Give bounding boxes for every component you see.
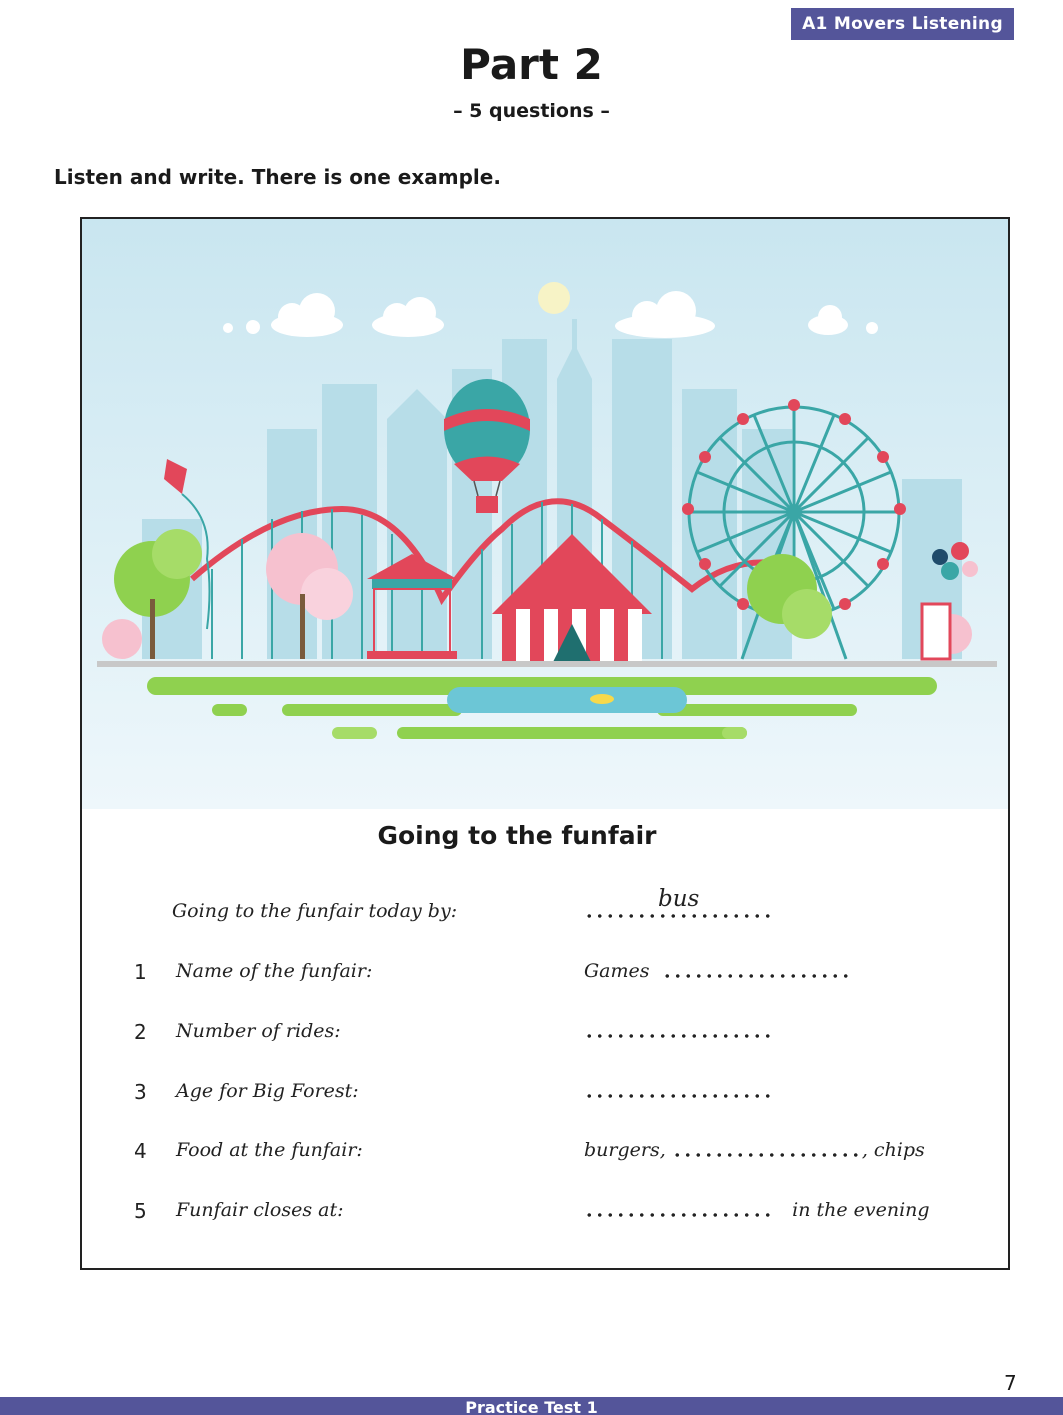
answer-field[interactable] (584, 1199, 930, 1221)
question-row (82, 1080, 1008, 1114)
header-tag: A1 Movers Listening (791, 8, 1014, 40)
question-label: Name of the funfair: (176, 960, 373, 982)
question-label: Number of rides: (176, 1020, 341, 1042)
example-row (82, 886, 1008, 934)
question-number: 4 (134, 1139, 147, 1163)
answer-field[interactable] (584, 1020, 774, 1042)
page-number: 7 (1004, 1371, 1017, 1395)
question-number: 3 (134, 1080, 147, 1104)
question-row (82, 960, 1008, 994)
question-row (82, 1020, 1008, 1054)
question-number: 2 (134, 1020, 147, 1044)
question-row (82, 1139, 1008, 1173)
example-label: Going to the funfair today by: (172, 900, 458, 922)
answer-field[interactable] (584, 1080, 774, 1102)
answer-field[interactable] (584, 960, 852, 982)
question-label: Food at the funfair: (176, 1139, 363, 1161)
funfair-illustration (82, 219, 1008, 809)
page-title: Part 2 (460, 40, 603, 89)
question-number: 5 (134, 1199, 147, 1223)
answer-field[interactable] (584, 1139, 925, 1161)
example-answer-line (584, 900, 774, 922)
question-number: 1 (134, 960, 147, 984)
question-row (82, 1199, 1008, 1233)
answer-prefix: Games (584, 960, 650, 982)
answer-prefix: burgers, (584, 1139, 666, 1161)
exercise-box (80, 217, 1010, 1270)
example-answer: bus (658, 886, 700, 912)
answer-suffix: in the evening (792, 1199, 930, 1221)
footer-bar: Practice Test 1 (0, 1397, 1063, 1415)
form-title: Going to the funfair (377, 821, 657, 850)
question-label: Funfair closes at: (176, 1199, 344, 1221)
answer-suffix: , chips (861, 1139, 925, 1161)
page-subtitle: – 5 questions – (453, 100, 610, 122)
question-label: Age for Big Forest: (176, 1080, 359, 1102)
instruction-text: Listen and write. There is one example. (54, 165, 501, 189)
